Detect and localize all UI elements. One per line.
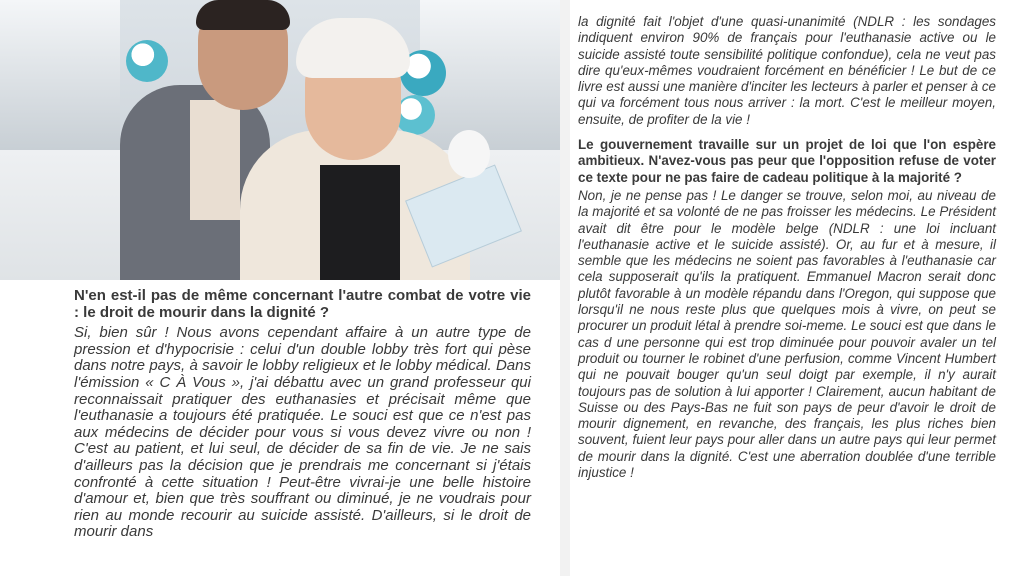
woman-hair bbox=[296, 18, 410, 78]
teddy-bear bbox=[448, 130, 490, 178]
interview-question: Le gouvernement travaille sur un projet de loi que l'on espère ambitieux. N'avez-vous pas peur que l'opposition refuse de voter ce texte pour ne pas faire de cadeau politique à la majorité ? bbox=[578, 137, 996, 185]
interview-answer: Si, bien sûr ! Nous avons cependant affaire à un autre type de pression et d'hypocrisie : celui d'un double lobby très fort qui pèse dans notre pays, à savoir le lobby religieux et le lobby médical. Dans l'émission « C À Vous », j'ai débattu avec un grand professeur qui reconnaissait pratiquer des euthanasies et précisait même que l'euthanasie a toujours été pratiquée. Le souci est que ce n'est pas aux médecins de décider pour vous si vous devez vivre ou non ! C'est au patient, et lui seul, de décider de sa fin de vie. Je ne sais d'ailleurs pas la décision que je prendrais me concernant si j'étais confronté à cette situation ! Peut-être vivrai-je une belle histoire d'amour et, bien que très souffrant ou diminué, je ne voudrais pour rien au monde recourir au suicide assisté. D'ailleurs, si le droit de mourir dans bbox=[74, 324, 531, 541]
left-column bbox=[74, 288, 531, 541]
interview-answer-continued: la dignité fait l'objet d'une quasi-unanimité (NDLR : les sondages indiquent environ 90% de français pour l'euthanasie active ou le suicide assisté toute sensibilité politique confondue), cela ne veut pas dire qu'eux-mêmes voudraient forcément en bénéficier ! Le but de ce livre est aussi une manière d'inciter les lecteurs à parler et penser à ce qui va forcément tous nous arriver : la mort. C'est le meilleur moyen, ensuite, de profiter de la vie ! bbox=[578, 14, 996, 127]
photo bbox=[0, 0, 560, 280]
page-divider bbox=[560, 0, 570, 576]
man-hair bbox=[196, 0, 290, 30]
balloon bbox=[395, 95, 435, 135]
interview-question: N'en est-il pas de même concernant l'autre combat de votre vie : le droit de mourir dans la dignité ? bbox=[74, 287, 531, 321]
interview-answer: Non, je ne pense pas ! Le danger se trouve, selon moi, au niveau de la majorité et sa volonté de ne pas froisser les médecins. Le Président avait dit être pour le modèle belge (NDLR : une loi incluant l'euthanasie active et le suicide assisté). Or, au fur et à mesure, il semble que les médecins ne soient pas favorables à l'euthanasie car cela supposerait qu'ils la pratiquent. Emmanuel Macron serait donc plutôt favorable à un modèle répandu dans l'Oregon, qui suppose que lorsqu'il ne nous reste plus que quelques mois à vivre, on peut se procurer un produit létal à prendre soi-meme. Le souci est que dans le cas d une personne qui est trop diminuée pour pouvoir avaler un tel produit ou tourner le robinet d'une perfusion, comme Vincent Humbert qui ne pouvait bouger qu'un seul doigt par exemple, il n'y aurait toujours pas de solution à lui apporter ! Clairement, aucun habitant de Suisse ou des Pays-Bas ne fuit son pays de peur d'avoir le droit de mourir dignement, en revanche, des français, les plus riches bien souvent, fuient leur pays pour aller dans un autre pays qui leur permet de mourir dans la dignité. C'est une aberration doublée d'une terrible injustice ! bbox=[578, 187, 996, 481]
balloon bbox=[126, 40, 168, 82]
woman-top bbox=[320, 165, 400, 280]
man-shirt bbox=[190, 100, 240, 220]
right-column bbox=[578, 14, 996, 481]
